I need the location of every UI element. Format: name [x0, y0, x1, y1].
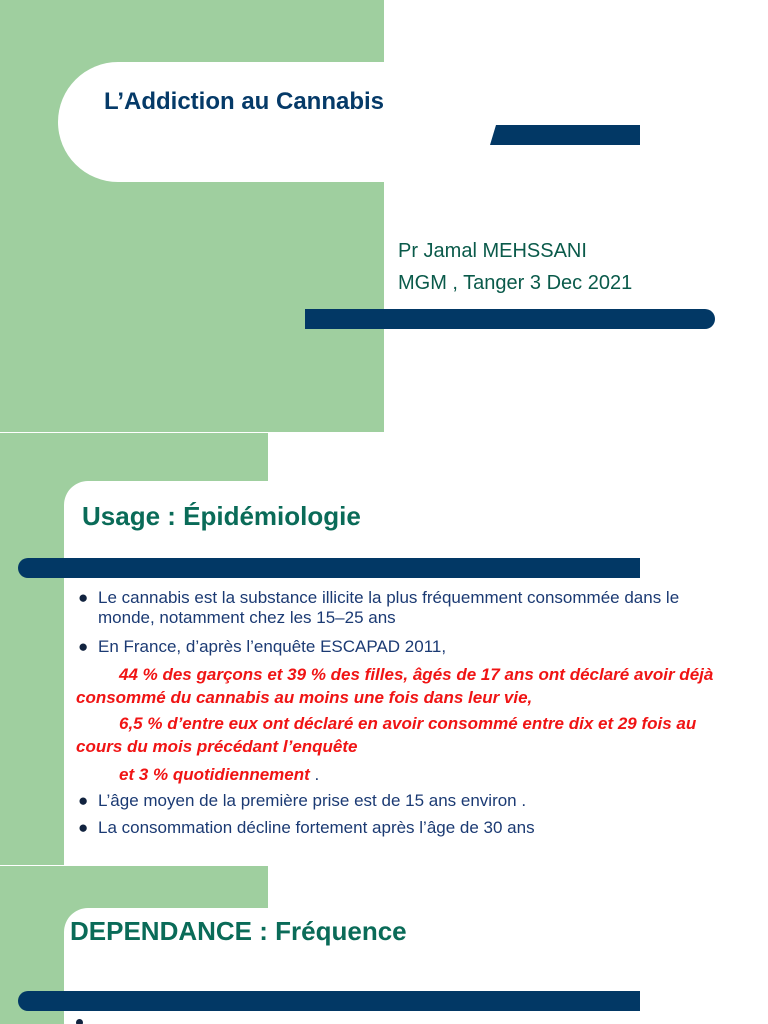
bullet-item [78, 818, 708, 838]
statistic-highlight: 44 % des garçons et 39 % des filles, âgés de 17 ans ont déclaré avoir déjà consommé du cannabis au moins une fois dans leur vie, [76, 665, 714, 707]
slide-2 [0, 433, 768, 865]
title-accent-bar [490, 125, 640, 145]
statistic-highlight: 6,5 % d’entre eux ont déclaré en avoir consommé entre dix et 29 fois au cours du mois précédant l’enquête [76, 714, 697, 756]
bullet-text: L’âge moyen de la première prise est de 15 ans environ . [98, 791, 527, 810]
bullet-text: Le cannabis est la substance illicite la plus fréquemment consommée dans le monde, notamment chez les 15–25 ans [98, 588, 680, 627]
author-name: Pr Jamal MEHSSANI [398, 240, 587, 262]
heading-accent-bar [18, 558, 640, 578]
event-info: MGM , Tanger 3 Dec 2021 [398, 272, 633, 294]
slide-heading: Usage : Épidémiologie [82, 501, 361, 531]
statistic-highlight: et 3 % quotidiennement . [119, 765, 320, 784]
bullet-item [78, 791, 708, 811]
cut-off-bullet-dot-icon [76, 1019, 83, 1024]
presentation-title: L’Addiction au Cannabis [104, 88, 385, 115]
bullet-item [78, 588, 708, 628]
title-pill [58, 62, 384, 182]
bullet-text: En France, d’après l’enquête ESCAPAD 2011, [98, 637, 447, 656]
bullet-dot-icon: ● [78, 818, 89, 837]
bullet-dot-icon: ● [78, 791, 89, 810]
subtitle-accent-bar [305, 309, 715, 329]
slide-3 [0, 866, 768, 1024]
bullet-text: La consommation décline fortement après l’âge de 30 ans [98, 818, 535, 837]
heading-accent-bar [18, 991, 640, 1011]
slide-1 [0, 0, 768, 432]
bullet-item [78, 637, 708, 657]
slide-heading: DEPENDANCE : Fréquence [70, 916, 407, 946]
bullet-dot-icon: ● [78, 588, 89, 607]
bullet-dot-icon: ● [78, 637, 89, 656]
